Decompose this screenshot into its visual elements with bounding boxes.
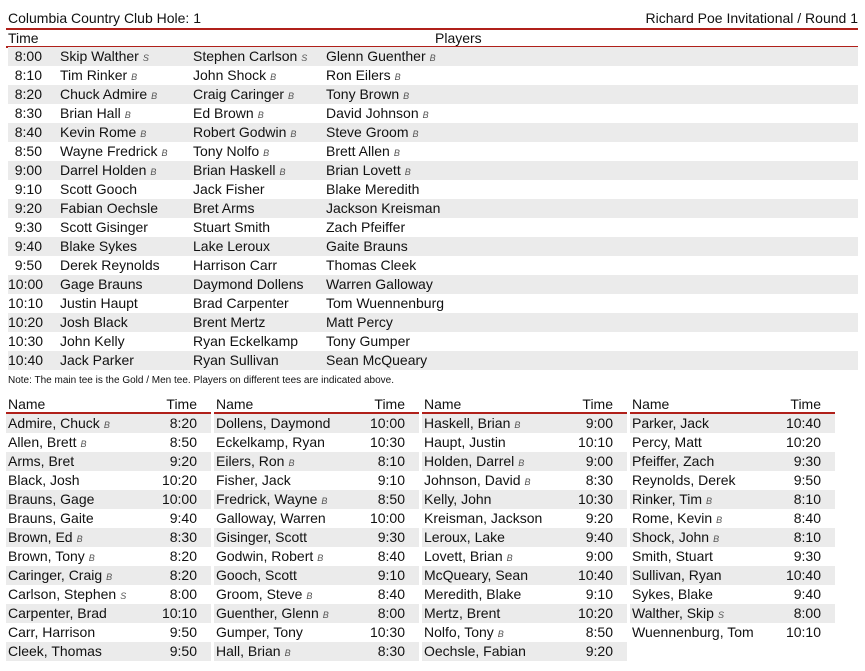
index-tee-time: 10:30	[577, 491, 613, 507]
index-tee-time: 8:10	[793, 491, 821, 507]
index-player-name: Percy, Matt	[632, 434, 702, 450]
index-player-name: Hall, Brian B	[216, 643, 292, 659]
tee-time-row	[8, 237, 858, 256]
tee-time: 9:30	[14, 219, 42, 235]
index-tee-time: 9:20	[585, 643, 613, 659]
tee-indicator: B	[284, 648, 292, 658]
index-tee-time: 8:50	[377, 491, 405, 507]
index-tee-time: 9:00	[585, 453, 613, 469]
index-row	[630, 471, 835, 490]
tee-indicator: B	[403, 91, 410, 101]
player-name: Jack Fisher	[193, 181, 265, 197]
index-player-name: Fisher, Jack	[216, 472, 291, 488]
index-column-header	[630, 395, 835, 413]
player-name: Skip Walther S	[60, 48, 150, 64]
event-round-title: Richard Poe Invitational / Round 1	[645, 10, 858, 26]
time-header: Time	[166, 396, 197, 412]
tee-note: Note: The main tee is the Gold / Men tee. Players on different tees are indicated above.	[8, 375, 394, 386]
tee-indicator: B	[706, 496, 713, 506]
index-row	[214, 623, 419, 642]
index-tee-time: 10:20	[161, 472, 197, 488]
tee-indicator: B	[263, 148, 270, 158]
player-name: Lake Leroux	[193, 238, 271, 254]
tee-indicator: S	[301, 53, 308, 63]
tee-indicator: B	[140, 129, 147, 139]
index-tee-time: 9:30	[377, 529, 405, 545]
index-row	[422, 642, 627, 661]
index-row	[214, 528, 419, 547]
index-player-name: Gumper, Tony	[216, 624, 303, 640]
player-name: Jackson Kreisman	[326, 200, 441, 216]
index-tee-time: 10:00	[161, 491, 197, 507]
index-tee-time: 10:40	[577, 567, 613, 583]
player-name: Chuck Admire B	[60, 86, 158, 102]
index-player-name: Smith, Stuart	[632, 548, 713, 564]
index-tee-time: 10:30	[369, 624, 405, 640]
tee-time: 9:00	[14, 162, 42, 178]
tee-time-row	[8, 294, 858, 313]
tee-time-row	[8, 66, 858, 85]
index-player-name: Eilers, Ron B	[216, 453, 295, 469]
index-player-name: Oechsle, Fabian	[424, 643, 526, 659]
index-tee-time: 8:20	[169, 415, 197, 431]
index-row	[6, 623, 211, 642]
tee-indicator: B	[124, 110, 132, 120]
index-player-name: Brown, Tony B	[8, 548, 96, 564]
index-tee-time: 9:10	[377, 472, 405, 488]
player-name: Daymond Dollens	[193, 276, 304, 292]
player-name: Kevin Rome B	[60, 124, 147, 140]
player-name: Stephen Carlson S	[193, 48, 308, 64]
index-player-name: Haskell, Brian B	[424, 415, 521, 431]
index-row	[422, 414, 627, 433]
index-tee-time: 9:00	[585, 415, 613, 431]
index-row	[6, 471, 211, 490]
player-name: Bret Arms	[193, 200, 255, 216]
index-player-name: Carpenter, Brad	[8, 605, 107, 621]
index-row	[630, 528, 835, 547]
player-name: Ed Brown B	[193, 105, 265, 121]
tee-indicator: B	[257, 110, 265, 120]
player-name: Blake Meredith	[326, 181, 420, 197]
player-name: Gage Brauns	[60, 276, 143, 292]
tee-time: 9:10	[14, 181, 42, 197]
index-tee-time: 10:10	[785, 624, 821, 640]
index-row	[630, 566, 835, 585]
name-header: Name	[216, 396, 254, 412]
index-player-name: Sykes, Blake	[632, 586, 713, 602]
index-tee-time: 9:50	[169, 624, 197, 640]
time-header: Time	[374, 396, 405, 412]
player-name: Warren Galloway	[326, 276, 433, 292]
player-name: Josh Black	[60, 314, 128, 330]
index-row	[630, 509, 835, 528]
index-row	[630, 452, 835, 471]
tee-indicator: B	[412, 129, 419, 139]
tee-time-row	[8, 85, 858, 104]
tee-indicator: B	[317, 553, 324, 563]
index-tee-time: 8:20	[169, 548, 197, 564]
tee-time: 9:50	[14, 257, 42, 273]
index-row	[6, 490, 211, 509]
index-row	[422, 566, 627, 585]
index-column-header	[422, 395, 627, 413]
tee-indicator: B	[106, 572, 113, 582]
tee-time: 8:30	[14, 105, 42, 121]
player-name: Glenn Guenther B	[326, 48, 437, 64]
tee-time: 10:40	[8, 352, 44, 368]
index-row	[422, 509, 627, 528]
index-row	[422, 452, 627, 471]
index-player-name: Rinker, Tim B	[632, 491, 713, 507]
page-header	[8, 10, 858, 26]
player-name: Steve Groom B	[326, 124, 419, 140]
index-player-name: Haupt, Justin	[424, 434, 506, 450]
time-column-header: Time	[8, 30, 39, 46]
index-player-name: Black, Josh	[8, 472, 80, 488]
tee-indicator: S	[142, 53, 150, 63]
name-header: Name	[8, 396, 46, 412]
index-player-name: Parker, Jack	[632, 415, 710, 431]
tee-indicator: B	[80, 439, 87, 449]
player-name: Brad Carpenter	[193, 295, 289, 311]
index-tee-time: 10:20	[785, 434, 821, 450]
player-name: Blake Sykes	[60, 238, 138, 254]
player-name: Thomas Cleek	[326, 257, 417, 273]
index-player-name: Admire, Chuck B	[8, 415, 111, 431]
index-player-name: Allen, Brett B	[8, 434, 87, 450]
player-name: John Shock B	[193, 67, 277, 83]
player-name: John Kelly	[60, 333, 125, 349]
tee-indicator: B	[514, 420, 521, 430]
player-name: Ryan Sullivan	[193, 352, 279, 368]
index-tee-time: 9:30	[793, 453, 821, 469]
index-player-name: Gisinger, Scott	[216, 529, 308, 545]
index-tee-time: 10:40	[785, 567, 821, 583]
tee-time-row	[8, 332, 858, 351]
index-row	[630, 547, 835, 566]
index-column-header	[6, 395, 211, 413]
index-row	[6, 509, 211, 528]
index-player-name: Godwin, Robert B	[216, 548, 324, 564]
tee-time: 10:30	[8, 333, 44, 349]
tee-indicator: B	[716, 515, 723, 525]
player-name: Tim Rinker B	[60, 67, 138, 83]
index-row	[6, 585, 211, 604]
index-row	[214, 566, 419, 585]
index-tee-time: 9:20	[585, 510, 613, 526]
tee-indicator: B	[288, 91, 295, 101]
player-name: Matt Percy	[326, 314, 393, 330]
index-tee-time: 9:00	[585, 548, 613, 564]
index-tee-time: 8:00	[377, 605, 405, 621]
tee-time: 8:00	[14, 48, 42, 64]
tee-indicator: B	[288, 458, 295, 468]
index-player-name: Dollens, Daymond	[216, 415, 331, 431]
tee-indicator: B	[103, 420, 111, 430]
index-tee-time: 10:40	[785, 415, 821, 431]
index-player-name: Gooch, Scott	[216, 567, 297, 583]
index-tee-time: 8:10	[377, 453, 405, 469]
tee-time: 10:10	[8, 295, 44, 311]
index-player-name: Caringer, Craig B	[8, 567, 113, 583]
index-row	[214, 585, 419, 604]
index-row	[6, 547, 211, 566]
index-player-name: Fredrick, Wayne B	[216, 491, 328, 507]
index-tee-time: 8:50	[169, 434, 197, 450]
tee-indicator: S	[717, 610, 725, 620]
index-player-name: Rome, Kevin B	[632, 510, 723, 526]
tee-indicator: B	[131, 72, 138, 82]
tee-time-row	[8, 47, 858, 66]
index-row	[422, 547, 627, 566]
player-name: Tony Brown B	[326, 86, 410, 102]
index-column-header	[214, 395, 419, 413]
time-header: Time	[582, 396, 613, 412]
player-name: Tom Wuennenburg	[326, 295, 445, 311]
index-player-name: Johnson, David B	[424, 472, 532, 488]
index-row	[214, 490, 419, 509]
index-row	[214, 433, 419, 452]
index-row	[422, 585, 627, 604]
index-row	[6, 642, 211, 661]
tee-indicator: B	[422, 110, 430, 120]
index-player-name: Mertz, Brent	[424, 605, 501, 621]
index-player-name: Lovett, Brian B	[424, 548, 514, 564]
index-row	[6, 433, 211, 452]
index-tee-time: 10:00	[369, 415, 405, 431]
index-row	[214, 547, 419, 566]
index-tee-time: 8:30	[377, 643, 405, 659]
player-name: Robert Godwin B	[193, 124, 297, 140]
index-tee-time: 10:20	[577, 605, 613, 621]
tee-indicator: B	[393, 148, 401, 158]
index-player-name: Galloway, Warren	[216, 510, 326, 526]
tee-time-row	[8, 123, 858, 142]
index-row	[422, 604, 627, 623]
index-player-name: Guenther, Glenn B	[216, 605, 330, 621]
tee-time-row	[8, 313, 858, 332]
tee-indicator: B	[429, 53, 437, 63]
index-tee-time: 9:50	[793, 472, 821, 488]
time-header: Time	[790, 396, 821, 412]
index-player-name: Brown, Ed B	[8, 529, 84, 545]
index-player-name: Carr, Harrison	[8, 624, 96, 640]
player-name: Zach Pfeiffer	[326, 219, 406, 235]
name-header: Name	[632, 396, 670, 412]
player-name: Brian Lovett B	[326, 162, 412, 178]
index-player-name: Brauns, Gaite	[8, 510, 94, 526]
tee-time-row	[8, 180, 858, 199]
tee-time-row	[8, 142, 858, 161]
index-row	[630, 623, 835, 642]
index-player-name: Meredith, Blake	[424, 586, 522, 602]
tee-time-row	[8, 218, 858, 237]
index-row	[214, 452, 419, 471]
index-tee-time: 9:20	[169, 453, 197, 469]
index-tee-time: 9:40	[585, 529, 613, 545]
player-name: Brian Haskell B	[193, 162, 286, 178]
index-row	[6, 566, 211, 585]
index-row	[630, 433, 835, 452]
index-row	[6, 528, 211, 547]
index-tee-time: 9:50	[169, 643, 197, 659]
index-row	[630, 604, 835, 623]
index-player-name: Eckelkamp, Ryan	[216, 434, 325, 450]
tee-indicator: B	[321, 496, 328, 506]
index-tee-time: 9:40	[793, 586, 821, 602]
index-tee-time: 8:40	[377, 548, 405, 564]
index-row	[422, 471, 627, 490]
index-row	[6, 452, 211, 471]
tee-indicator: B	[150, 167, 157, 177]
player-name: Scott Gisinger	[60, 219, 148, 235]
index-player-name: Shock, John B	[632, 529, 720, 545]
index-tee-time: 10:00	[369, 510, 405, 526]
index-player-name: Holden, Darrel B	[424, 453, 525, 469]
player-name: Ron Eilers B	[326, 67, 402, 83]
index-player-name: Arms, Bret	[8, 453, 75, 469]
tee-time-row	[8, 256, 858, 275]
index-row	[422, 490, 627, 509]
index-row	[214, 642, 419, 661]
tee-indicator: B	[713, 534, 720, 544]
player-name: Jack Parker	[60, 352, 134, 368]
tee-indicator: B	[322, 610, 330, 620]
player-name: Tony Gumper	[326, 333, 411, 349]
index-player-name: Pfeiffer, Zach	[632, 453, 715, 469]
index-player-name: Reynolds, Derek	[632, 472, 736, 488]
tee-indicator: B	[290, 129, 297, 139]
tee-indicator: B	[270, 72, 277, 82]
index-tee-time: 10:30	[369, 434, 405, 450]
index-row	[6, 604, 211, 623]
player-name: Fabian Oechsle	[60, 200, 159, 216]
player-name: Justin Haupt	[60, 295, 138, 311]
index-tee-time: 10:10	[577, 434, 613, 450]
tee-indicator: B	[518, 458, 525, 468]
tee-time: 8:10	[14, 67, 42, 83]
tee-indicator: B	[306, 591, 313, 601]
index-row	[6, 414, 211, 433]
index-row	[422, 433, 627, 452]
player-name: Darrel Holden B	[60, 162, 157, 178]
index-tee-time: 8:40	[377, 586, 405, 602]
tee-time: 9:20	[14, 200, 42, 216]
tee-time: 8:20	[14, 86, 42, 102]
player-name: Brian Hall B	[60, 105, 132, 121]
index-row	[214, 509, 419, 528]
tee-indicator: B	[404, 167, 412, 177]
player-name: Tony Nolfo B	[193, 143, 270, 159]
index-player-name: Groom, Steve B	[216, 586, 313, 602]
index-row	[214, 471, 419, 490]
player-name: Scott Gooch	[60, 181, 138, 197]
name-header: Name	[424, 396, 462, 412]
tee-indicator: B	[76, 534, 84, 544]
tee-time-row	[8, 104, 858, 123]
index-player-name: Carlson, Stephen S	[8, 586, 127, 602]
tee-times-header	[8, 30, 858, 46]
player-name: Brent Mertz	[193, 314, 266, 330]
index-tee-time: 8:00	[169, 586, 197, 602]
index-row	[630, 585, 835, 604]
player-name: Gaite Brauns	[326, 238, 408, 254]
index-tee-time: 9:30	[793, 548, 821, 564]
tee-time-row	[8, 161, 858, 180]
player-name: David Johnson B	[326, 105, 430, 121]
index-tee-time: 8:30	[585, 472, 613, 488]
index-tee-time: 8:40	[793, 510, 821, 526]
tee-time: 8:40	[14, 124, 42, 140]
tee-time: 8:50	[14, 143, 42, 159]
tee-indicator: B	[497, 629, 505, 639]
index-player-name: Brauns, Gage	[8, 491, 95, 507]
index-player-name: Kreisman, Jackson	[424, 510, 543, 526]
player-name: Brett Allen B	[326, 143, 401, 159]
tee-indicator: B	[279, 167, 286, 177]
index-row	[630, 414, 835, 433]
index-tee-time: 8:20	[169, 567, 197, 583]
tee-time-row	[8, 351, 858, 370]
index-player-name: Nolfo, Tony B	[424, 624, 505, 640]
tee-indicator: B	[394, 72, 402, 82]
player-name: Derek Reynolds	[60, 257, 160, 273]
tee-indicator: B	[506, 553, 514, 563]
index-row	[214, 604, 419, 623]
tee-indicator: B	[151, 91, 158, 101]
index-row	[422, 623, 627, 642]
index-player-name: Sullivan, Ryan	[632, 567, 722, 583]
player-name: Sean McQueary	[326, 352, 428, 368]
index-tee-time: 8:50	[585, 624, 613, 640]
index-tee-time: 9:10	[377, 567, 405, 583]
tee-time-row	[8, 275, 858, 294]
player-name: Ryan Eckelkamp	[193, 333, 299, 349]
tee-indicator: B	[161, 148, 169, 158]
index-player-name: Leroux, Lake	[424, 529, 505, 545]
index-player-name: Kelly, John	[424, 491, 492, 507]
tee-indicator: B	[524, 477, 532, 487]
index-tee-time: 9:40	[169, 510, 197, 526]
course-hole-title: Columbia Country Club Hole: 1	[8, 10, 201, 26]
index-tee-time: 8:30	[169, 529, 197, 545]
tee-time: 9:40	[14, 238, 42, 254]
index-player-name: Walther, Skip S	[632, 605, 725, 621]
player-name: Craig Caringer B	[193, 86, 295, 102]
index-row	[630, 490, 835, 509]
player-name: Harrison Carr	[193, 257, 278, 273]
index-player-name: McQueary, Sean	[424, 567, 529, 583]
player-name: Wayne Fredrick B	[60, 143, 169, 159]
tee-time-row	[8, 199, 858, 218]
tee-time: 10:00	[8, 276, 44, 292]
index-player-name: Cleek, Thomas	[8, 643, 102, 659]
index-tee-time: 8:00	[793, 605, 821, 621]
index-tee-time: 10:10	[161, 605, 197, 621]
tee-time: 10:20	[8, 314, 44, 330]
index-player-name: Wuennenburg, Tom	[632, 624, 754, 640]
tee-indicator: B	[88, 553, 96, 563]
tee-indicator: S	[120, 591, 127, 601]
player-name: Stuart Smith	[193, 219, 271, 235]
index-tee-time: 9:10	[585, 586, 613, 602]
index-tee-time: 8:10	[793, 529, 821, 545]
players-column-header: Players	[435, 30, 482, 46]
index-row	[214, 414, 419, 433]
index-row	[422, 528, 627, 547]
